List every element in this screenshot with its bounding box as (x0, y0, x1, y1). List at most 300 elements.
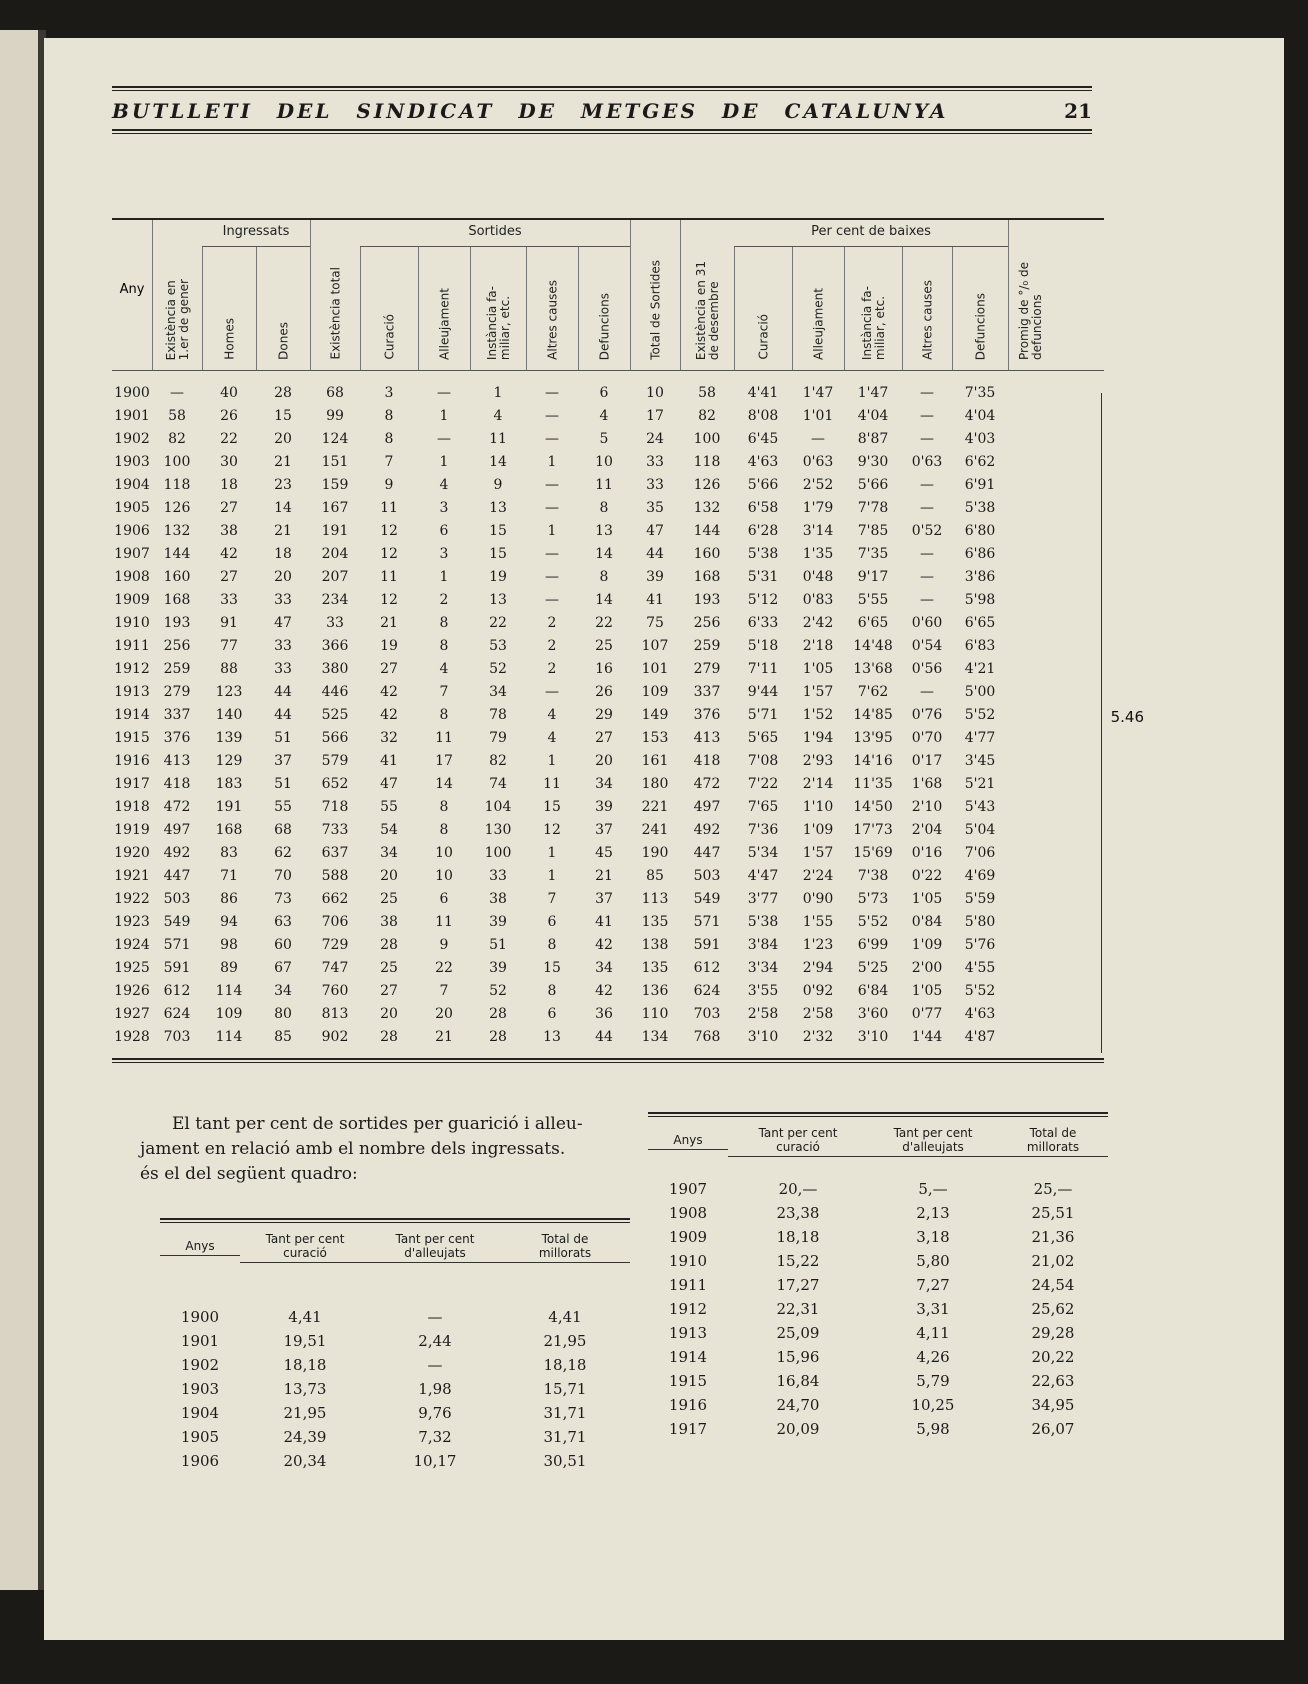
data-cell: 2'52 (802, 476, 834, 493)
data-cell: 8 (439, 798, 449, 815)
data-cell: 497 (163, 821, 191, 838)
paragraph-line: és el del següent quadro: (140, 1164, 358, 1184)
table-row (112, 703, 1104, 726)
data-cell: 6'86 (964, 545, 996, 562)
data-cell: 21,36 (1031, 1228, 1075, 1246)
data-cell: 7'85 (857, 522, 889, 539)
data-cell: 138 (641, 936, 669, 953)
data-cell: 0'63 (911, 453, 943, 470)
year-cell: 1908 (668, 1204, 708, 1222)
data-cell: 11 (380, 499, 398, 516)
data-cell: 20 (595, 752, 613, 769)
data-cell: — (920, 591, 934, 608)
data-cell: 55 (380, 798, 398, 815)
data-cell: 16 (595, 660, 613, 677)
data-cell: 10,25 (911, 1396, 955, 1414)
data-cell: 4 (439, 476, 449, 493)
data-cell: 73 (274, 890, 292, 907)
data-cell: 68 (274, 821, 292, 838)
header-label: Homes (222, 318, 237, 360)
data-cell: 14'16 (853, 752, 893, 769)
header-group-label: Sortides (468, 224, 522, 239)
data-cell: 221 (641, 798, 669, 815)
data-cell: 20 (435, 1005, 453, 1022)
data-cell: 14'50 (853, 798, 893, 815)
data-cell: 79 (489, 729, 507, 746)
data-cell: 33 (646, 476, 664, 493)
data-cell: 207 (321, 568, 349, 585)
data-cell: 472 (163, 798, 191, 815)
table-row (648, 1201, 1108, 1225)
data-cell: 26 (220, 407, 238, 424)
data-cell: 193 (693, 591, 721, 608)
data-cell: 2'94 (802, 959, 834, 976)
data-cell: 652 (321, 775, 349, 792)
data-cell: 12 (543, 821, 561, 838)
data-cell: 110 (641, 1005, 669, 1022)
data-cell: 19 (489, 568, 507, 585)
data-cell: 12 (380, 545, 398, 562)
data-cell: 0'70 (911, 729, 943, 746)
data-cell: 135 (641, 959, 669, 976)
header-cell (792, 246, 845, 370)
data-cell: 1'55 (802, 913, 834, 930)
data-cell: 5,— (918, 1180, 948, 1198)
data-cell: 17'73 (853, 821, 893, 838)
year-cell: 1928 (114, 1028, 150, 1045)
data-cell: 11 (435, 729, 453, 746)
data-cell: 26,07 (1031, 1420, 1075, 1438)
data-cell: 1 (439, 568, 449, 585)
table-row (648, 1273, 1108, 1297)
data-cell: 9'17 (857, 568, 889, 585)
data-cell: 5'21 (964, 775, 996, 792)
data-cell: 2'93 (802, 752, 834, 769)
year-cell: 1911 (114, 637, 150, 654)
data-cell: 42 (595, 982, 613, 999)
data-cell: 10 (646, 384, 664, 401)
data-cell: 75 (646, 614, 664, 631)
data-cell: 5'52 (964, 706, 996, 723)
table-row (648, 1369, 1108, 1393)
data-cell: — (920, 384, 934, 401)
year-cell: 1918 (114, 798, 150, 815)
year-cell: 1927 (114, 1005, 150, 1022)
data-cell: 21,95 (283, 1404, 327, 1422)
data-cell: 3'34 (747, 959, 779, 976)
data-cell: 58 (168, 407, 186, 424)
data-cell: 6 (439, 522, 449, 539)
data-cell: 703 (163, 1028, 191, 1045)
year-cell: 1900 (180, 1308, 220, 1326)
table-row (160, 1425, 630, 1449)
data-cell: 11 (380, 568, 398, 585)
data-cell: 27 (220, 499, 238, 516)
data-cell: 15 (543, 959, 561, 976)
data-cell: — (545, 476, 559, 493)
header-label: Dones (276, 322, 291, 360)
data-cell: 12 (380, 522, 398, 539)
running-header (112, 86, 1092, 134)
data-cell: 15 (543, 798, 561, 815)
data-cell: 190 (641, 844, 669, 861)
body-paragraph (140, 1112, 628, 1187)
data-cell: 25 (380, 890, 398, 907)
data-cell: 6'33 (747, 614, 779, 631)
year-cell: 1916 (114, 752, 150, 769)
data-cell: 40 (220, 384, 238, 401)
data-cell: 33 (326, 614, 344, 631)
data-cell: 15,96 (776, 1348, 820, 1366)
data-cell: 1 (547, 453, 557, 470)
data-cell: 98 (220, 936, 238, 953)
data-cell: 4'03 (964, 430, 996, 447)
data-cell: 8 (384, 430, 394, 447)
data-cell: 234 (321, 591, 349, 608)
data-cell: 129 (215, 752, 243, 769)
year-cell: 1903 (180, 1380, 220, 1398)
year-cell: 1902 (180, 1356, 220, 1374)
year-cell: 1915 (668, 1372, 708, 1390)
data-cell: 22 (435, 959, 453, 976)
data-cell: 5,98 (916, 1420, 950, 1438)
header-label: Curació (756, 314, 771, 360)
data-cell: 9'30 (857, 453, 889, 470)
data-cell: 2'24 (802, 867, 834, 884)
data-cell: 5'98 (964, 591, 996, 608)
data-cell: 39 (489, 913, 507, 930)
data-cell: 18 (274, 545, 292, 562)
data-cell: 77 (220, 637, 238, 654)
table-row (112, 910, 1104, 933)
data-cell: 30,51 (543, 1452, 587, 1470)
data-cell: 24,39 (283, 1428, 327, 1446)
data-cell: 0'83 (802, 591, 834, 608)
data-cell: — (170, 384, 184, 401)
data-cell: 34 (380, 844, 398, 861)
data-cell: 3 (384, 384, 394, 401)
data-cell: 29,28 (1031, 1324, 1075, 1342)
data-cell: 5'25 (857, 959, 889, 976)
data-cell: 23 (274, 476, 292, 493)
year-cell: 1920 (114, 844, 150, 861)
data-cell: 662 (321, 890, 349, 907)
data-cell: 9 (493, 476, 503, 493)
data-cell: 10 (435, 867, 453, 884)
data-cell: — (545, 568, 559, 585)
data-cell: 6'45 (747, 430, 779, 447)
data-cell: 32 (380, 729, 398, 746)
table-row (112, 381, 1104, 404)
data-cell: 91 (220, 614, 238, 631)
data-cell: 1'09 (911, 936, 943, 953)
data-cell: 193 (163, 614, 191, 631)
data-cell: 3 (439, 499, 449, 516)
data-cell: 11 (435, 913, 453, 930)
data-cell: 24,70 (776, 1396, 820, 1414)
data-cell: 2'42 (802, 614, 834, 631)
table-row (112, 680, 1104, 703)
data-cell: 1'47 (857, 384, 889, 401)
data-cell: 612 (163, 982, 191, 999)
data-cell: 101 (641, 660, 669, 677)
year-cell: 1901 (180, 1332, 220, 1350)
data-cell: 503 (693, 867, 721, 884)
data-cell: 8 (547, 982, 557, 999)
data-cell: 418 (163, 775, 191, 792)
data-cell: 126 (163, 499, 191, 516)
header-cell (470, 246, 527, 370)
data-cell: 34 (595, 775, 613, 792)
data-cell: 4'21 (964, 660, 996, 677)
data-cell: 99 (326, 407, 344, 424)
header-cell (500, 1232, 630, 1263)
data-cell: 8 (439, 637, 449, 654)
data-cell: 8 (439, 821, 449, 838)
data-cell: 0'63 (802, 453, 834, 470)
data-cell: 25,— (1033, 1180, 1073, 1198)
data-cell: 37 (595, 821, 613, 838)
data-cell: 9'44 (747, 683, 779, 700)
data-cell: 1'05 (911, 982, 943, 999)
data-cell: 2,44 (418, 1332, 452, 1350)
small-table-1900-1906 (160, 1218, 630, 1473)
data-cell: 376 (693, 706, 721, 723)
data-cell: — (427, 1356, 443, 1374)
data-cell: 4 (547, 729, 557, 746)
data-cell: 7'62 (857, 683, 889, 700)
data-cell: 74 (489, 775, 507, 792)
data-cell: 94 (220, 913, 238, 930)
data-cell: 3'77 (747, 890, 779, 907)
data-cell: 4'63 (964, 1005, 996, 1022)
data-cell: 85 (274, 1028, 292, 1045)
data-cell: 136 (641, 982, 669, 999)
data-cell: 7'38 (857, 867, 889, 884)
data-cell: 4,11 (916, 1324, 950, 1342)
data-cell: 27 (220, 568, 238, 585)
table-row (160, 1449, 630, 1473)
data-cell: 9 (384, 476, 394, 493)
data-cell: 2'58 (802, 1005, 834, 1022)
data-cell: 89 (220, 959, 238, 976)
table-row (112, 611, 1104, 634)
data-cell: 1'05 (802, 660, 834, 677)
data-cell: 5'76 (964, 936, 996, 953)
data-cell: 44 (274, 683, 292, 700)
data-cell: 100 (693, 430, 721, 447)
data-cell: 0'77 (911, 1005, 943, 1022)
data-cell: 279 (693, 660, 721, 677)
data-cell: 16,84 (776, 1372, 820, 1390)
data-cell: 52 (489, 660, 507, 677)
data-cell: 33 (274, 591, 292, 608)
data-cell: 27 (595, 729, 613, 746)
table-row (648, 1177, 1108, 1201)
data-cell: 10 (435, 844, 453, 861)
header-rule-top (112, 86, 1092, 88)
table-row (112, 450, 1104, 473)
data-cell: 45 (595, 844, 613, 861)
data-cell: 15 (489, 522, 507, 539)
data-cell: 5'55 (857, 591, 889, 608)
data-cell: 25,62 (1031, 1300, 1075, 1318)
header-cell (578, 246, 631, 370)
data-cell: 3,18 (916, 1228, 950, 1246)
data-cell: 34 (274, 982, 292, 999)
year-cell: 1914 (114, 706, 150, 723)
header-cell (728, 1126, 868, 1157)
data-cell: 5'18 (747, 637, 779, 654)
data-cell: 5'66 (747, 476, 779, 493)
data-cell: 5'73 (857, 890, 889, 907)
data-cell: 497 (693, 798, 721, 815)
table-header (160, 1223, 630, 1271)
data-cell: 8'08 (747, 407, 779, 424)
data-cell: 7 (439, 683, 449, 700)
data-cell: 447 (163, 867, 191, 884)
data-cell: 20,34 (283, 1452, 327, 1470)
data-cell: 25,09 (776, 1324, 820, 1342)
data-cell: 85 (646, 867, 664, 884)
data-cell: 1 (493, 384, 503, 401)
data-cell: 13,73 (283, 1380, 327, 1398)
header-group-label: Ingressats (222, 224, 290, 239)
data-cell: 44 (274, 706, 292, 723)
data-cell: 82 (168, 430, 186, 447)
data-cell: 15 (274, 407, 292, 424)
data-cell: 20,22 (1031, 1348, 1075, 1366)
data-cell: 3'14 (802, 522, 834, 539)
data-cell: 7,27 (916, 1276, 950, 1294)
data-cell: 5'80 (964, 913, 996, 930)
data-cell: 24 (646, 430, 664, 447)
data-cell: 31,71 (543, 1428, 587, 1446)
data-cell: 109 (215, 1005, 243, 1022)
data-cell: 42 (220, 545, 238, 562)
header-rule-bottom (112, 129, 1092, 131)
data-cell: 39 (595, 798, 613, 815)
year-cell: 1906 (180, 1452, 220, 1470)
data-cell: 31,71 (543, 1404, 587, 1422)
header-group-label: Per cent de baixes (811, 224, 931, 239)
data-cell: 114 (215, 982, 243, 999)
data-cell: 3'84 (747, 936, 779, 953)
data-cell: 27 (380, 660, 398, 677)
data-cell: 37 (595, 890, 613, 907)
data-cell: 0'48 (802, 568, 834, 585)
data-cell: 71 (220, 867, 238, 884)
header-cell (152, 220, 203, 370)
table-row (648, 1393, 1108, 1417)
data-cell: 5'66 (857, 476, 889, 493)
data-cell: 41 (646, 591, 664, 608)
table-row (160, 1401, 630, 1425)
header-cell (844, 246, 903, 370)
data-cell: 1'09 (802, 821, 834, 838)
data-cell: 8'87 (857, 430, 889, 447)
data-cell: 6'62 (964, 453, 996, 470)
table-row (112, 634, 1104, 657)
data-cell: 549 (163, 913, 191, 930)
data-cell: 6'80 (964, 522, 996, 539)
header-label: Total de millorats (500, 1232, 630, 1263)
data-cell: 7'36 (747, 821, 779, 838)
table-row (112, 841, 1104, 864)
header-label: Total de millorats (998, 1126, 1108, 1157)
year-cell: 1910 (114, 614, 150, 631)
table-header (112, 218, 1104, 371)
data-cell: 492 (163, 844, 191, 861)
data-cell: 0'90 (802, 890, 834, 907)
data-cell: 25 (380, 959, 398, 976)
data-cell: — (811, 430, 825, 447)
data-cell: 21,95 (543, 1332, 587, 1350)
data-cell: — (545, 545, 559, 562)
data-cell: 47 (380, 775, 398, 792)
data-cell: 7'11 (747, 660, 779, 677)
table-row (112, 542, 1104, 565)
data-cell: 5,80 (916, 1252, 950, 1270)
data-cell: 279 (163, 683, 191, 700)
data-cell: 25,51 (1031, 1204, 1075, 1222)
table-row (112, 496, 1104, 519)
data-cell: 22,63 (1031, 1372, 1075, 1390)
data-cell: 11'35 (853, 775, 893, 792)
data-cell: 6 (547, 913, 557, 930)
data-cell: 5'52 (964, 982, 996, 999)
data-cell: 2'58 (747, 1005, 779, 1022)
journal-title: BUTLLETI DEL SINDICAT DE METGES DE CATALUNYA (112, 99, 949, 123)
data-cell: 38 (220, 522, 238, 539)
data-cell: 144 (693, 522, 721, 539)
data-cell: 4,26 (916, 1348, 950, 1366)
data-cell: 33 (274, 637, 292, 654)
data-cell: 337 (693, 683, 721, 700)
data-cell: 34,95 (1031, 1396, 1075, 1414)
data-cell: — (545, 499, 559, 516)
data-cell: 153 (641, 729, 669, 746)
year-cell: 1916 (668, 1396, 708, 1414)
table-rule (160, 1218, 630, 1220)
data-cell: — (545, 384, 559, 401)
data-cell: 151 (321, 453, 349, 470)
table-row (112, 588, 1104, 611)
data-cell: 0'84 (911, 913, 943, 930)
data-cell: 13 (489, 499, 507, 516)
data-cell: 20 (274, 568, 292, 585)
data-cell: 33 (220, 591, 238, 608)
data-cell: 525 (321, 706, 349, 723)
data-cell: 88 (220, 660, 238, 677)
data-cell: 1'68 (911, 775, 943, 792)
table-row (112, 473, 1104, 496)
data-cell: 149 (641, 706, 669, 723)
data-cell: — (920, 499, 934, 516)
data-cell: 1'23 (802, 936, 834, 953)
data-cell: 21 (274, 522, 292, 539)
header-label: Altres causes (920, 280, 935, 360)
data-cell: 4'47 (747, 867, 779, 884)
data-cell: 34 (595, 959, 613, 976)
header-label: Promig de °/₀ de defuncions (1017, 262, 1044, 360)
table-row (648, 1249, 1108, 1273)
data-cell: 62 (274, 844, 292, 861)
data-cell: 18,18 (283, 1356, 327, 1374)
data-cell: 10,17 (413, 1452, 457, 1470)
data-cell: 571 (693, 913, 721, 930)
data-cell: 20 (380, 1005, 398, 1022)
